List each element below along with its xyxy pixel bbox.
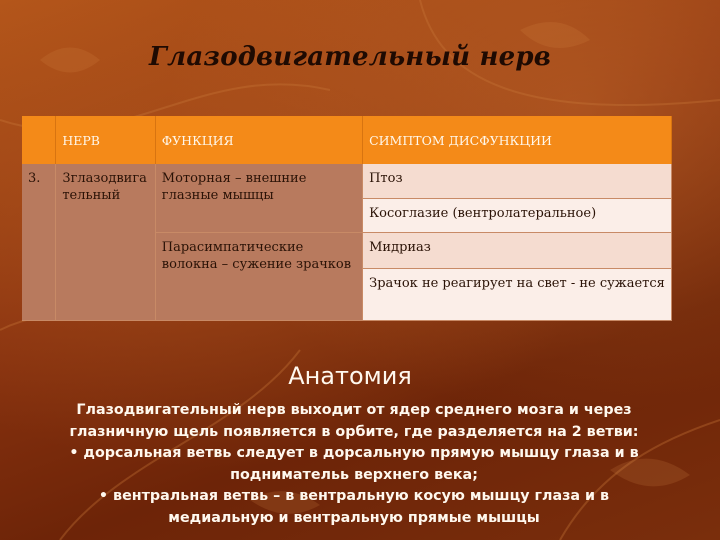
anatomy-line: медиальную и вентральную прямые мышцы: [168, 509, 540, 526]
header-number: [22, 116, 56, 164]
symptom-cell: Птоз: [363, 164, 672, 198]
function-cell: Парасимпатические волокна – сужение зрачков: [155, 232, 362, 320]
nerve-table: [22, 116, 672, 321]
symptom-cell: Зрачок не реагирует на свет - не сужается: [363, 268, 672, 320]
anatomy-line: • дорсальная ветвь следует в дорсальную прямую мышцу глаза и в: [69, 445, 639, 461]
symptom-cell: Мидриаз: [363, 232, 672, 268]
anatomy-text: [34, 400, 674, 529]
slide-title: Глазодвигательный нерв: [148, 42, 552, 72]
header-function: ФУНКЦИЯ: [155, 116, 362, 164]
header-nerve: НЕРВ: [56, 116, 155, 164]
nerve-name-cell: 3глазодвига тельный: [56, 164, 155, 320]
anatomy-line: поднимательь верхнего века;: [230, 466, 478, 483]
anatomy-line: глазничную щель появляется в орбите, где разделяется на 2 ветви:: [69, 423, 639, 440]
anatomy-heading: Анатомия: [288, 362, 412, 390]
nerve-number-cell: 3.: [22, 164, 56, 320]
table-header-row: [22, 116, 672, 164]
function-cell: Моторная – внешние глазные мышцы: [155, 164, 362, 232]
table-row: [22, 164, 672, 198]
symptom-cell: Косоглазие (вентролатеральное): [363, 198, 672, 232]
header-symptom: СИМПТОМ ДИСФУНКЦИИ: [363, 116, 672, 164]
anatomy-line: • вентральная ветвь – в вентральную косую мышцу глаза и в: [98, 488, 610, 504]
anatomy-line: Глазодвигательный нерв выходит от ядер среднего мозга и через: [76, 402, 632, 418]
